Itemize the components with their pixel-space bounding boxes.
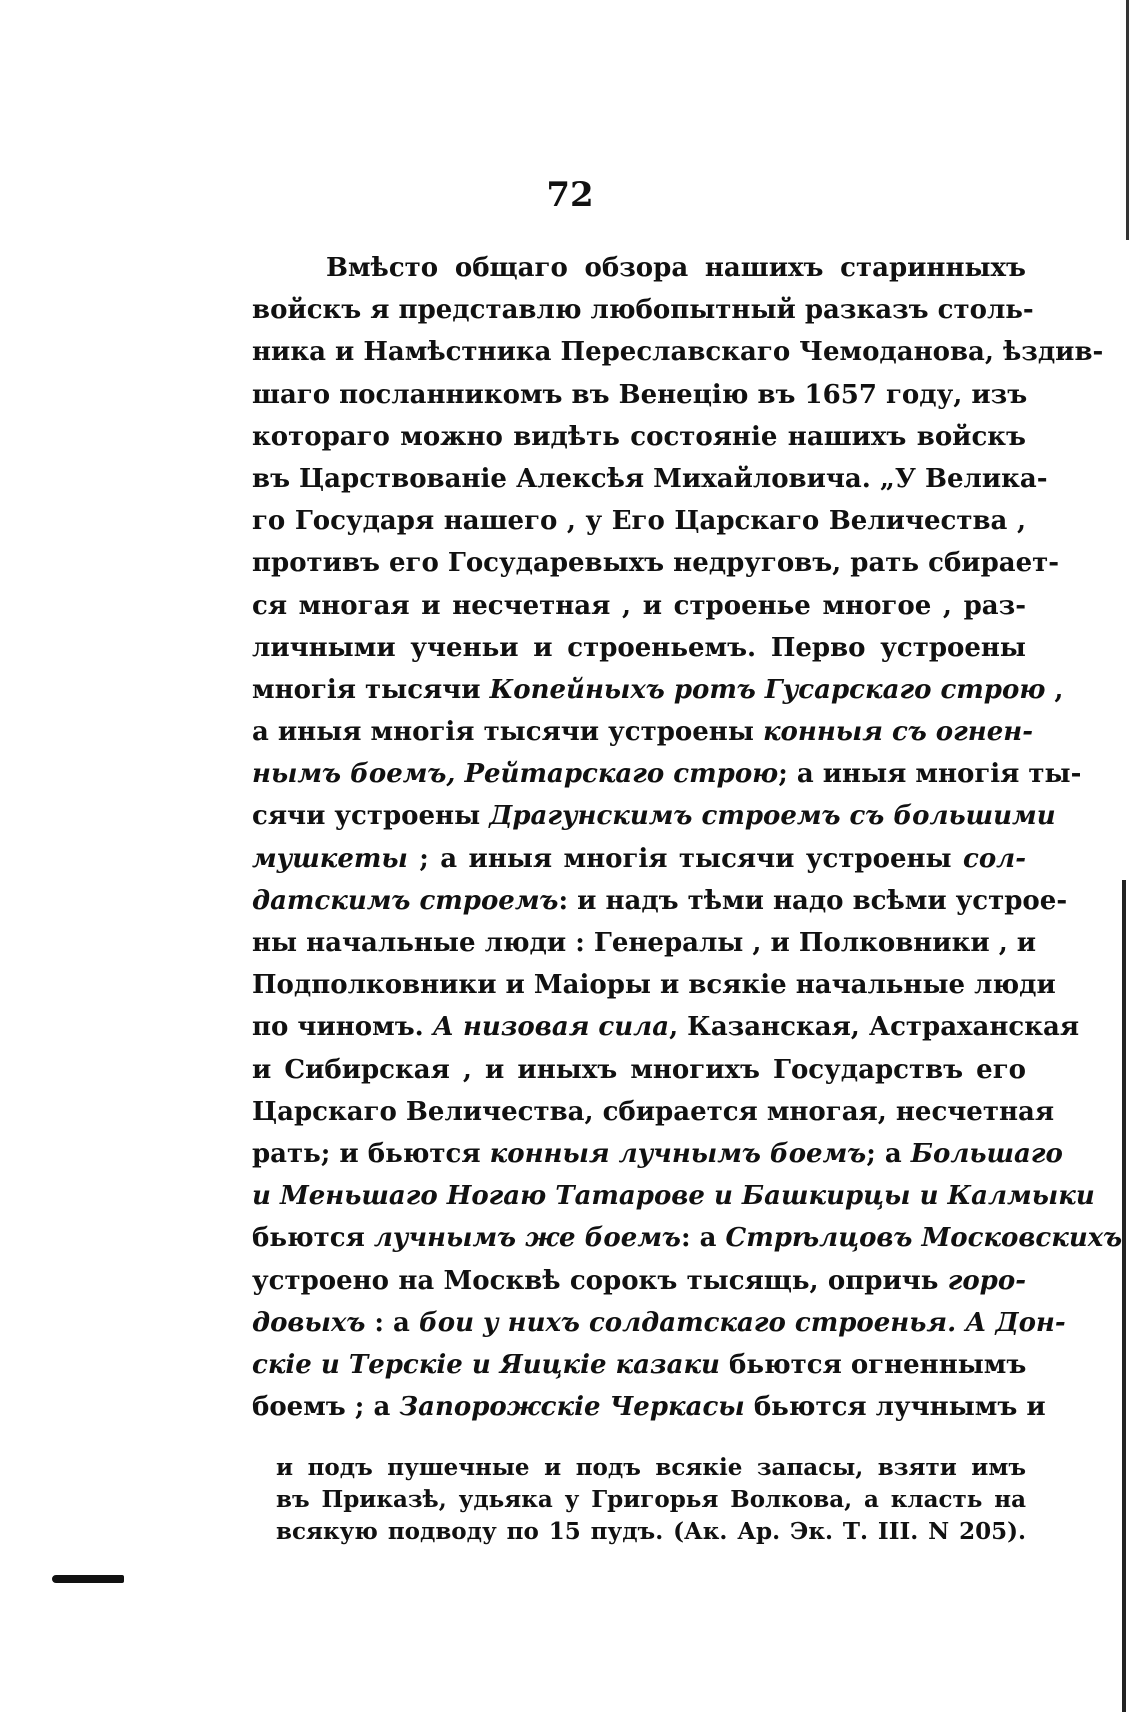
text-line <box>252 1344 1026 1386</box>
italic-text-span: сол- <box>963 843 1026 874</box>
italic-text-span: довыхъ <box>252 1307 366 1338</box>
text-line <box>252 1133 1063 1175</box>
italic-text-span: лучнымъ же боемъ <box>373 1223 681 1254</box>
text-line <box>252 1006 1080 1048</box>
text-line <box>252 1049 1026 1091</box>
text-span: и Сибирская , и иныхъ многихъ Государствъ его <box>252 1054 1026 1085</box>
text-span: : а <box>680 1223 726 1254</box>
text-span: сячи устроены <box>252 801 490 832</box>
main-text <box>252 247 1123 1428</box>
text-span: бьются огненнымъ <box>719 1349 1027 1380</box>
text-span: : а <box>365 1307 419 1338</box>
italic-text-span: Стрѣлцовъ Московскихъ <box>725 1223 1123 1254</box>
footnote-line: въ Приказѣ, удьяка у Григорья Волкова, а класть на <box>276 1486 1026 1513</box>
italic-text-span: датскимъ строемъ <box>252 885 559 916</box>
page-number: 72 <box>546 175 594 215</box>
text-span: ; а иныя многія ты- <box>778 759 1082 790</box>
text-span: ника и Намѣстника Переславскаго Чемоданова, ѣздив- <box>252 337 1104 368</box>
text-line <box>252 289 1034 331</box>
ink-smudge <box>52 1575 124 1583</box>
italic-text-span: горо- <box>947 1265 1026 1296</box>
text-span: , <box>1045 674 1064 705</box>
italic-text-span: Запорожскіе Черкасы <box>399 1392 745 1423</box>
italic-text-span: А Дон- <box>965 1307 1066 1338</box>
text-span: Вмѣсто общаго обзора нашихъ старинныхъ <box>326 253 1026 283</box>
italic-text-span: бои у нихъ солдатскаго строенья. <box>418 1307 957 1338</box>
text-line <box>252 374 1026 416</box>
text-span: личными ученьи и строеньемъ. Перво устроены <box>252 632 1026 663</box>
italic-text-span: и Меньшаго Ногаю Татарове и Башкирцы и Калмыки <box>252 1181 1095 1212</box>
text-span: , Казанская, Астраханская <box>669 1012 1080 1043</box>
text-line <box>252 1217 1123 1259</box>
text-span: многія тысячи <box>252 674 490 705</box>
text-line <box>252 922 1037 964</box>
text-line <box>252 795 1056 837</box>
italic-text-span: Драгунскимъ строемъ съ большими <box>489 801 1056 832</box>
italic-text-span: А низовая сила <box>432 1012 670 1043</box>
text-line <box>252 1260 1026 1302</box>
text-span: боемъ ; а <box>252 1392 400 1423</box>
italic-text-span: Большаго <box>910 1138 1063 1169</box>
text-span: го Государя нашего , у Его Царскаго Величества , <box>252 506 1026 537</box>
text-span: ; а иныя многія тысячи устроены <box>407 843 963 874</box>
text-span: бьются лучнымъ и <box>744 1392 1046 1423</box>
page-edge-shadow <box>1122 880 1126 1712</box>
text-span: а иныя многія тысячи устроены <box>252 717 763 748</box>
text-span: ны начальные люди : Генералы , и Полковники , и <box>252 928 1037 958</box>
text-line <box>252 416 1026 458</box>
text-span: : и надъ тѣми надо всѣми устрое- <box>558 885 1068 916</box>
italic-text-span: Копейныхъ ротъ Гусарскаго строю <box>489 674 1046 705</box>
text-line <box>252 711 1033 753</box>
text-line <box>252 1386 1046 1428</box>
text-span: войскъ я представлю любопытный разказъ столь- <box>252 295 1034 326</box>
text-span <box>956 1308 965 1338</box>
text-span: по чиномъ. <box>252 1012 433 1043</box>
text-span: бьются <box>252 1223 374 1254</box>
text-line <box>252 627 1026 669</box>
text-line <box>252 331 1104 373</box>
text-line <box>252 964 1056 1006</box>
footnote <box>276 1452 1026 1548</box>
italic-text-span: нымъ боемъ, Рейтарскаго строю <box>252 759 779 790</box>
text-span: котораго можно видѣть состояніе нашихъ войскъ <box>252 421 1026 452</box>
text-line <box>252 1175 1095 1217</box>
text-line <box>252 880 1068 922</box>
text-line <box>252 838 1026 880</box>
italic-text-span: мушкеты <box>252 843 408 874</box>
text-line <box>252 753 1082 795</box>
text-span: устроено на Москвѣ сорокъ тысящь, опричь <box>252 1265 948 1296</box>
text-line <box>252 458 1048 500</box>
italic-text-span: скіе и Терскіе и Яицкіе казаки <box>252 1349 720 1380</box>
text-line <box>252 1302 1066 1344</box>
text-span: ся многая и несчетная , и строенье многое , раз- <box>252 590 1026 621</box>
text-span: Подполковники и Маіоры и всякіе начальные люди <box>252 970 1056 1001</box>
italic-text-span: конныя съ огнен- <box>762 717 1033 748</box>
text-line <box>252 500 1026 542</box>
footnote-line: всякую подводу по 15 пудъ. (Ак. Ар. Эк. Т. III. N 205). <box>276 1518 1026 1545</box>
text-line <box>252 585 1026 627</box>
text-span: ; а <box>866 1138 911 1169</box>
text-span: противъ его Государевыхъ недруговъ, рать сбирает- <box>252 548 1060 579</box>
text-line <box>252 247 1026 289</box>
text-line <box>252 1091 1055 1133</box>
text-span: Царскаго Величества, сбирается многая, несчетная <box>252 1096 1055 1127</box>
text-line <box>252 542 1060 584</box>
text-span: шаго посланникомъ въ Венецію въ 1657 году, изъ <box>252 379 1028 410</box>
footnote-line: и подъ пушечные и подъ всякіе запасы, взяти имъ <box>276 1454 1026 1481</box>
text-span: рать; и бьются <box>252 1138 490 1169</box>
text-line <box>252 669 1064 711</box>
text-span: въ Царствованіе Алексѣя Михайловича. „У Велика- <box>252 463 1048 494</box>
italic-text-span: конныя лучнымъ боемъ <box>489 1138 867 1169</box>
